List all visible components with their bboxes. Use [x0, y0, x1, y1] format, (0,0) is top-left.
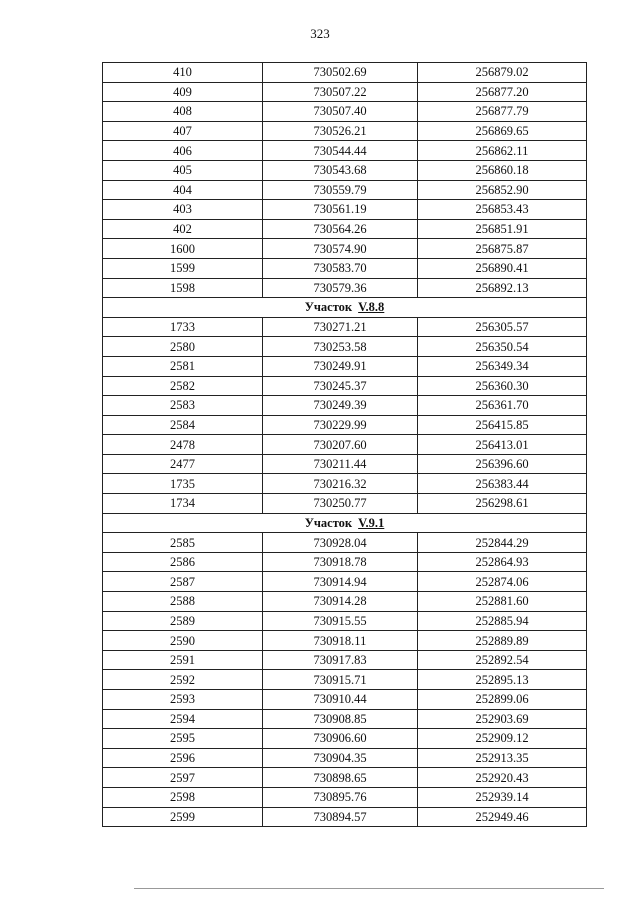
point-number-cell: 2590: [103, 631, 263, 651]
x-coordinate-cell: 730211.44: [263, 454, 418, 474]
y-coordinate-cell: 256298.61: [418, 494, 587, 514]
x-coordinate-cell: 730574.90: [263, 239, 418, 259]
y-coordinate-cell: 256853.43: [418, 200, 587, 220]
x-coordinate-cell: 730904.35: [263, 748, 418, 768]
table-row: [103, 533, 587, 553]
point-number-cell: 2581: [103, 356, 263, 376]
x-coordinate-cell: 730207.60: [263, 435, 418, 455]
table-row: [103, 807, 587, 827]
table-row: [103, 180, 587, 200]
x-coordinate-cell: 730250.77: [263, 494, 418, 514]
point-number-cell: 1598: [103, 278, 263, 298]
point-number-cell: 2591: [103, 650, 263, 670]
x-coordinate-cell: 730918.11: [263, 631, 418, 651]
bottom-rule: [134, 888, 604, 889]
x-coordinate-cell: 730918.78: [263, 552, 418, 572]
table-row: [103, 102, 587, 122]
point-number-cell: 408: [103, 102, 263, 122]
x-coordinate-cell: 730559.79: [263, 180, 418, 200]
x-coordinate-cell: 730507.22: [263, 82, 418, 102]
point-number-cell: 2477: [103, 454, 263, 474]
x-coordinate-cell: 730229.99: [263, 415, 418, 435]
point-number-cell: 2595: [103, 729, 263, 749]
y-coordinate-cell: 252899.06: [418, 690, 587, 710]
y-coordinate-cell: 256383.44: [418, 474, 587, 494]
table-row: [103, 200, 587, 220]
table-row: [103, 356, 587, 376]
x-coordinate-cell: 730502.69: [263, 63, 418, 83]
x-coordinate-cell: 730915.71: [263, 670, 418, 690]
x-coordinate-cell: 730915.55: [263, 611, 418, 631]
table-row: [103, 396, 587, 416]
table-row: [103, 278, 587, 298]
y-coordinate-cell: 252844.29: [418, 533, 587, 553]
table-row: [103, 474, 587, 494]
point-number-cell: 2582: [103, 376, 263, 396]
table-row: [103, 121, 587, 141]
page-number: 323: [310, 26, 330, 41]
x-coordinate-cell: 730583.70: [263, 258, 418, 278]
table-row: [103, 376, 587, 396]
y-coordinate-cell: 256360.30: [418, 376, 587, 396]
point-number-cell: 2587: [103, 572, 263, 592]
x-coordinate-cell: 730216.32: [263, 474, 418, 494]
y-coordinate-cell: 256852.90: [418, 180, 587, 200]
section-code: V.9.1: [358, 515, 385, 530]
point-number-cell: 407: [103, 121, 263, 141]
table-row: [103, 729, 587, 749]
x-coordinate-cell: 730253.58: [263, 337, 418, 357]
table-row: [103, 435, 587, 455]
section-code: V.8.8: [358, 300, 385, 315]
point-number-cell: 406: [103, 141, 263, 161]
coordinates-table-body: [103, 63, 587, 827]
point-number-cell: 1599: [103, 258, 263, 278]
table-row: [103, 709, 587, 729]
table-row: [103, 690, 587, 710]
table-row: [103, 494, 587, 514]
coordinates-table: [102, 62, 587, 827]
x-coordinate-cell: 730526.21: [263, 121, 418, 141]
x-coordinate-cell: 730564.26: [263, 219, 418, 239]
table-row: [103, 748, 587, 768]
y-coordinate-cell: 256413.01: [418, 435, 587, 455]
point-number-cell: 1600: [103, 239, 263, 259]
point-number-cell: 2589: [103, 611, 263, 631]
y-coordinate-cell: 256851.91: [418, 219, 587, 239]
x-coordinate-cell: 730914.28: [263, 592, 418, 612]
x-coordinate-cell: 730908.85: [263, 709, 418, 729]
point-number-cell: 404: [103, 180, 263, 200]
table-row: [103, 63, 587, 83]
table-row: [103, 258, 587, 278]
table-row: [103, 592, 587, 612]
point-number-cell: 2585: [103, 533, 263, 553]
point-number-cell: 1735: [103, 474, 263, 494]
point-number-cell: 2598: [103, 787, 263, 807]
y-coordinate-cell: 256890.41: [418, 258, 587, 278]
x-coordinate-cell: 730906.60: [263, 729, 418, 749]
point-number-cell: 403: [103, 200, 263, 220]
y-coordinate-cell: 252949.46: [418, 807, 587, 827]
x-coordinate-cell: 730579.36: [263, 278, 418, 298]
point-number-cell: 2594: [103, 709, 263, 729]
point-number-cell: 402: [103, 219, 263, 239]
table-row: [103, 337, 587, 357]
section-header: [103, 298, 587, 318]
section-header: [103, 513, 587, 533]
section-header-row: [103, 298, 587, 318]
x-coordinate-cell: 730928.04: [263, 533, 418, 553]
point-number-cell: 409: [103, 82, 263, 102]
table-row: [103, 787, 587, 807]
table-row: [103, 670, 587, 690]
point-number-cell: 2588: [103, 592, 263, 612]
table-row: [103, 415, 587, 435]
y-coordinate-cell: 256361.70: [418, 396, 587, 416]
table-row: [103, 552, 587, 572]
y-coordinate-cell: 256862.11: [418, 141, 587, 161]
table-row: [103, 160, 587, 180]
y-coordinate-cell: 256860.18: [418, 160, 587, 180]
y-coordinate-cell: 256877.20: [418, 82, 587, 102]
x-coordinate-cell: 730914.94: [263, 572, 418, 592]
x-coordinate-cell: 730917.83: [263, 650, 418, 670]
table-row: [103, 82, 587, 102]
point-number-cell: 1733: [103, 317, 263, 337]
section-label: Участок: [304, 300, 353, 315]
point-number-cell: 405: [103, 160, 263, 180]
y-coordinate-cell: 252864.93: [418, 552, 587, 572]
point-number-cell: 2580: [103, 337, 263, 357]
x-coordinate-cell: 730271.21: [263, 317, 418, 337]
table-row: [103, 768, 587, 788]
table-row: [103, 454, 587, 474]
point-number-cell: 2593: [103, 690, 263, 710]
y-coordinate-cell: 256305.57: [418, 317, 587, 337]
y-coordinate-cell: 256892.13: [418, 278, 587, 298]
y-coordinate-cell: 252909.12: [418, 729, 587, 749]
point-number-cell: 2478: [103, 435, 263, 455]
y-coordinate-cell: 256877.79: [418, 102, 587, 122]
table-row: [103, 239, 587, 259]
y-coordinate-cell: 252885.94: [418, 611, 587, 631]
x-coordinate-cell: 730910.44: [263, 690, 418, 710]
table-row: [103, 611, 587, 631]
point-number-cell: 2592: [103, 670, 263, 690]
section-label: Участок: [304, 515, 353, 530]
y-coordinate-cell: 252939.14: [418, 787, 587, 807]
point-number-cell: 2584: [103, 415, 263, 435]
x-coordinate-cell: 730898.65: [263, 768, 418, 788]
table-row: [103, 650, 587, 670]
table-row: [103, 631, 587, 651]
table-row: [103, 572, 587, 592]
table-row: [103, 317, 587, 337]
table-row: [103, 141, 587, 161]
y-coordinate-cell: 256879.02: [418, 63, 587, 83]
point-number-cell: 1734: [103, 494, 263, 514]
point-number-cell: 2586: [103, 552, 263, 572]
y-coordinate-cell: 252903.69: [418, 709, 587, 729]
y-coordinate-cell: 256349.34: [418, 356, 587, 376]
y-coordinate-cell: 252895.13: [418, 670, 587, 690]
point-number-cell: 2597: [103, 768, 263, 788]
section-header-row: [103, 513, 587, 533]
x-coordinate-cell: 730894.57: [263, 807, 418, 827]
y-coordinate-cell: 256396.60: [418, 454, 587, 474]
x-coordinate-cell: 730507.40: [263, 102, 418, 122]
y-coordinate-cell: 252874.06: [418, 572, 587, 592]
y-coordinate-cell: 256875.87: [418, 239, 587, 259]
point-number-cell: 2596: [103, 748, 263, 768]
x-coordinate-cell: 730561.19: [263, 200, 418, 220]
y-coordinate-cell: 252920.43: [418, 768, 587, 788]
y-coordinate-cell: 256869.65: [418, 121, 587, 141]
point-number-cell: 2583: [103, 396, 263, 416]
y-coordinate-cell: 256415.85: [418, 415, 587, 435]
x-coordinate-cell: 730544.44: [263, 141, 418, 161]
y-coordinate-cell: 252892.54: [418, 650, 587, 670]
x-coordinate-cell: 730249.91: [263, 356, 418, 376]
x-coordinate-cell: 730249.39: [263, 396, 418, 416]
y-coordinate-cell: 252913.35: [418, 748, 587, 768]
x-coordinate-cell: 730543.68: [263, 160, 418, 180]
y-coordinate-cell: 256350.54: [418, 337, 587, 357]
table-row: [103, 219, 587, 239]
x-coordinate-cell: 730895.76: [263, 787, 418, 807]
y-coordinate-cell: 252881.60: [418, 592, 587, 612]
point-number-cell: 410: [103, 63, 263, 83]
y-coordinate-cell: 252889.89: [418, 631, 587, 651]
x-coordinate-cell: 730245.37: [263, 376, 418, 396]
point-number-cell: 2599: [103, 807, 263, 827]
